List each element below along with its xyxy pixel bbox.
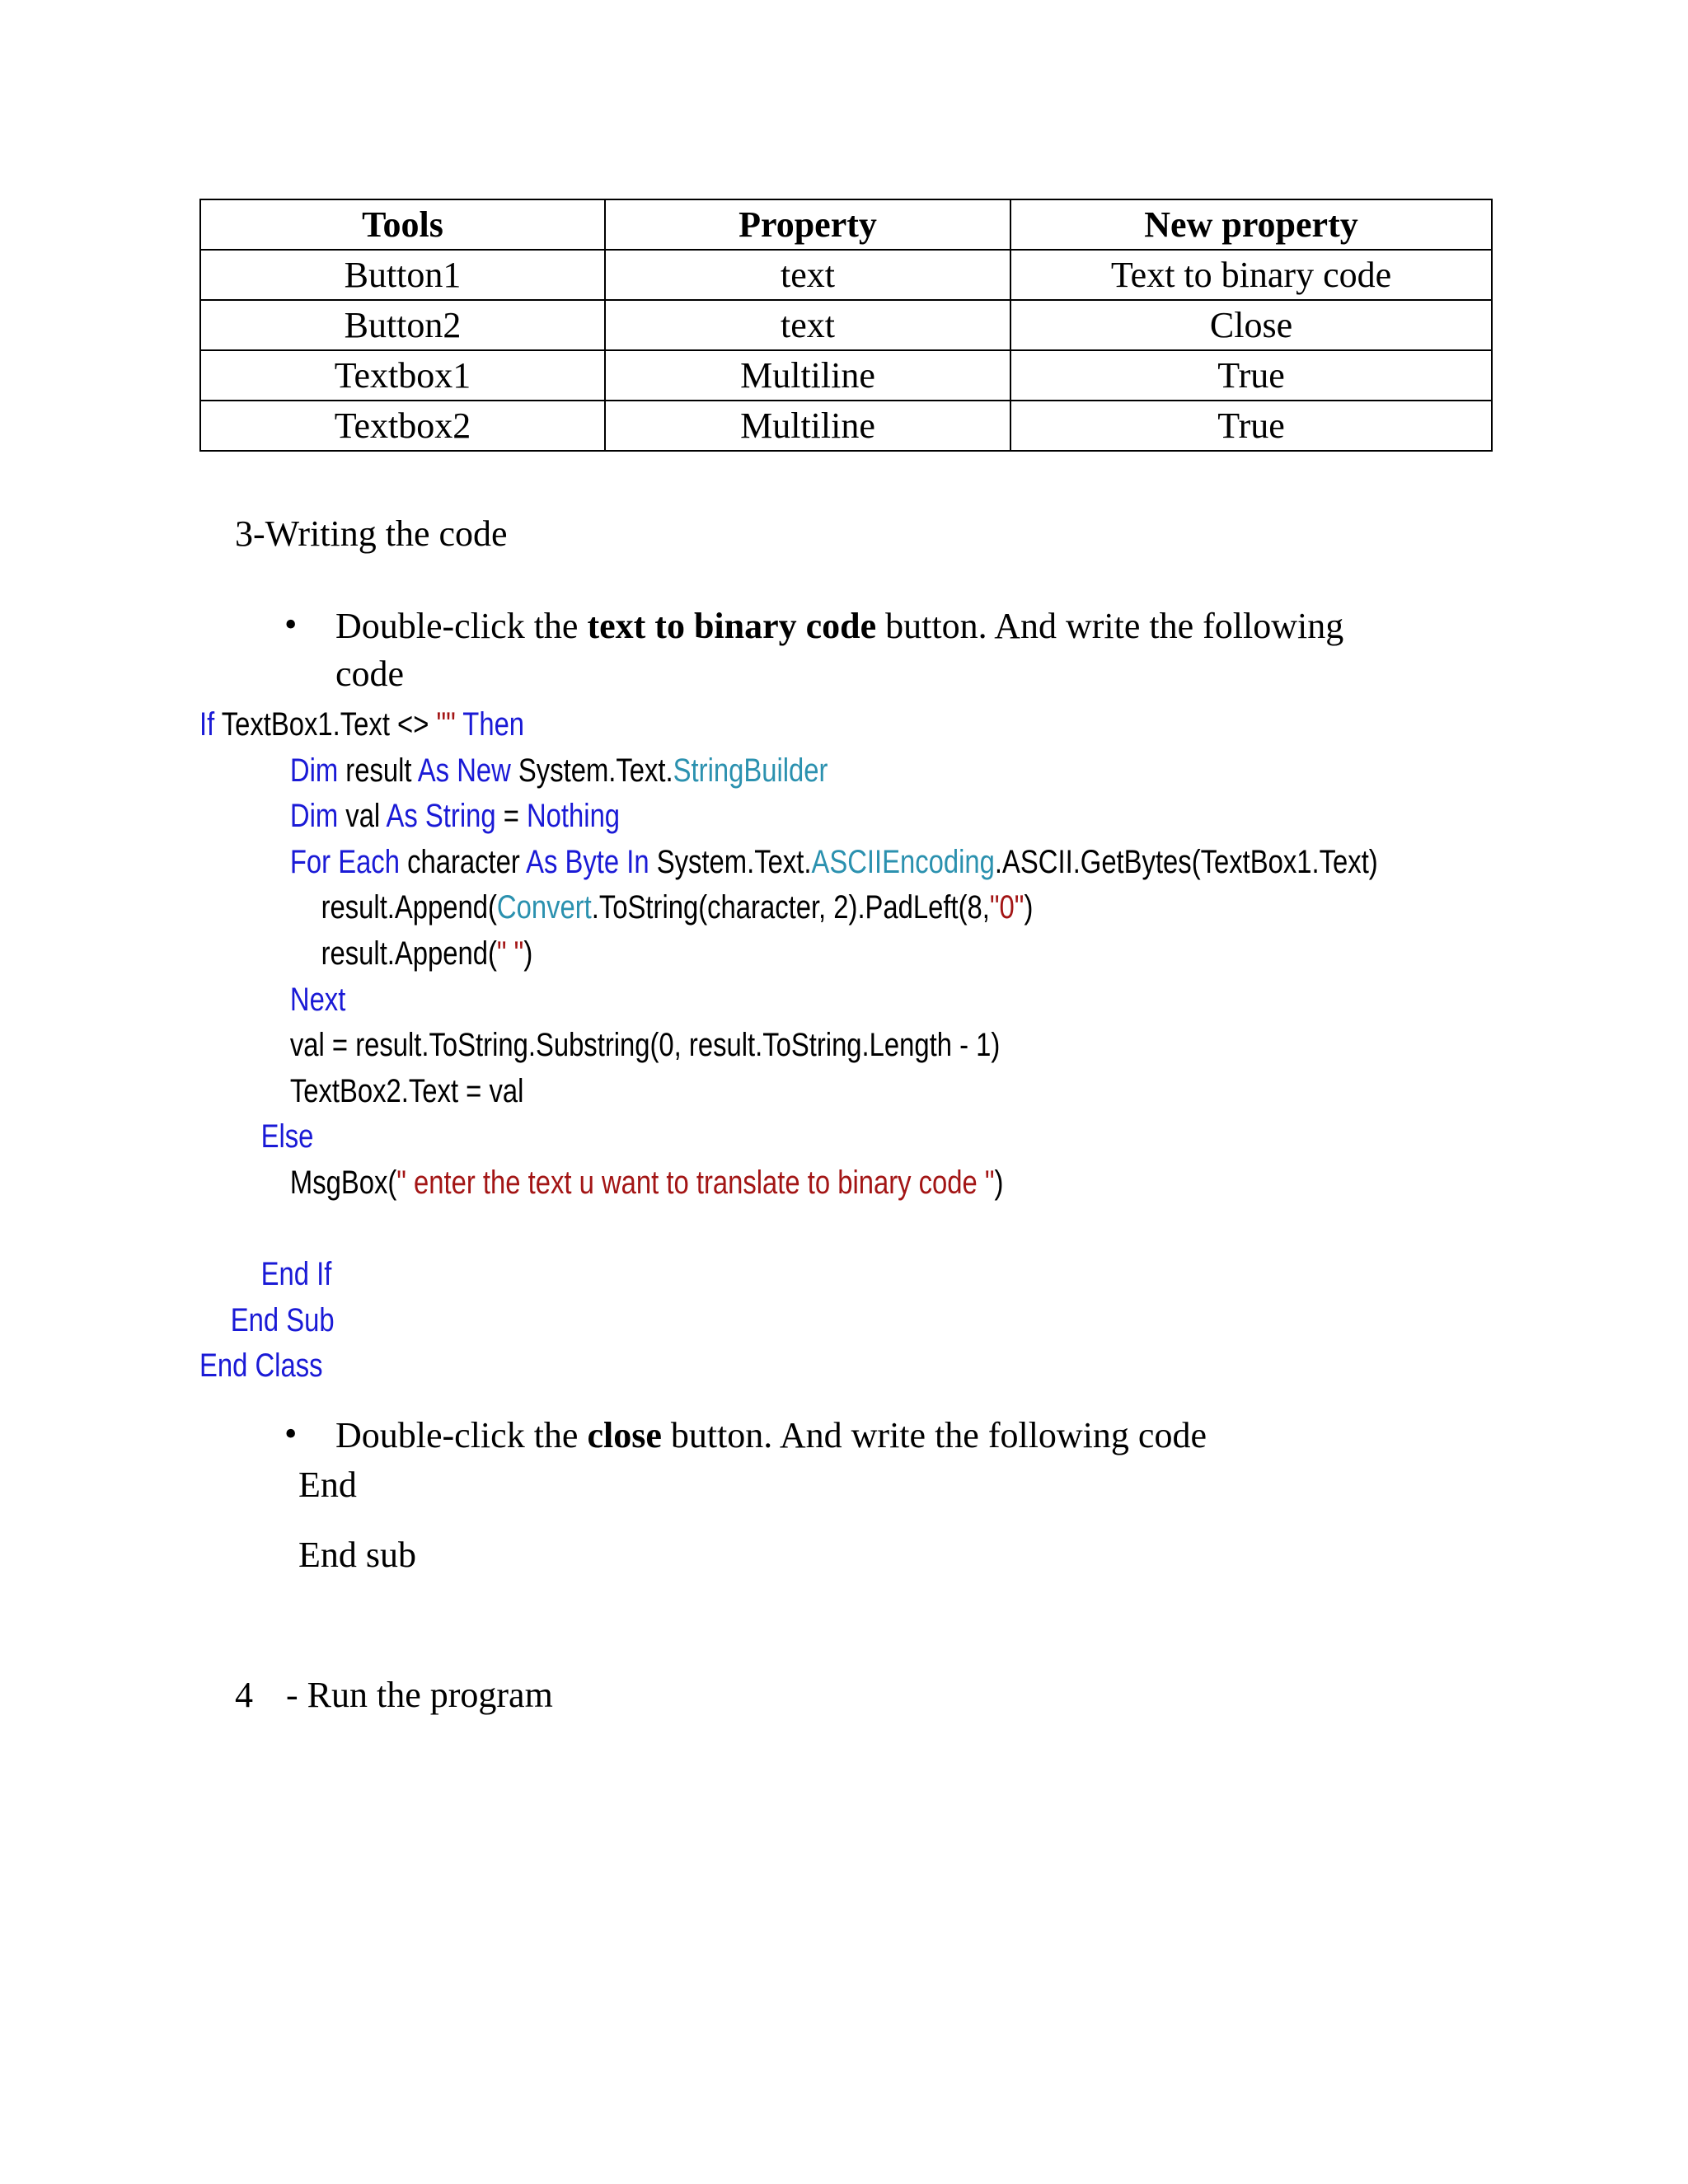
close-code-line-2: End sub: [298, 1535, 416, 1575]
code-text: result.Append(: [321, 935, 497, 972]
code-line: TextBox2.Text = val: [289, 1072, 524, 1109]
header-new-property: New property: [1010, 199, 1492, 250]
code-keyword: Then: [455, 706, 525, 743]
section-4-heading: - Run the program: [286, 1675, 553, 1715]
code-blank-line: [199, 1207, 1378, 1253]
bullet-1-pre: Double-click the: [335, 606, 588, 646]
code-type: Convert: [496, 889, 592, 926]
code-keyword: If: [199, 706, 215, 743]
code-text: .ASCII.GetBytes(TextBox1.Text): [994, 843, 1378, 880]
bullet-2-bold: close: [587, 1415, 662, 1455]
table-cell: True: [1010, 350, 1492, 401]
code-text: ): [1024, 889, 1034, 926]
table-row: [200, 401, 1492, 451]
code-text: result: [338, 752, 418, 789]
code-keyword: As New: [417, 752, 511, 789]
code-string: "0": [989, 889, 1025, 926]
code-text: ): [994, 1164, 1004, 1201]
code-line: End If: [260, 1256, 332, 1293]
properties-table: [199, 199, 1493, 452]
code-text: System.Text.: [649, 843, 812, 880]
code-keyword: Dim: [289, 752, 339, 789]
code-line: [199, 794, 1378, 840]
table-row: [200, 250, 1492, 300]
code-string: " ": [496, 935, 524, 972]
table-cell: Button1: [200, 250, 605, 300]
code-line: Else: [260, 1118, 314, 1155]
table-row: [200, 350, 1492, 401]
bullet-2-post: button. And write the following code: [661, 1415, 1207, 1455]
code-text: ): [523, 935, 533, 972]
code-line: [199, 885, 1378, 931]
bullet-1-bold: text to binary code: [587, 606, 877, 646]
header-tools: Tools: [200, 199, 605, 250]
code-line: [199, 748, 1378, 794]
close-code-line-1: End: [298, 1465, 357, 1505]
code-keyword: As Byte In: [526, 843, 649, 880]
section-3-heading: 3-Writing the code: [235, 513, 508, 554]
code-line: Next: [289, 981, 346, 1018]
bullet-2-pre: Double-click the: [335, 1415, 588, 1455]
table-cell: Multiline: [605, 350, 1010, 401]
code-text: result.Append(: [321, 889, 497, 926]
code-line: [199, 702, 1378, 748]
table-cell: True: [1010, 401, 1492, 451]
code-keyword: As String: [386, 798, 496, 835]
code-text: TextBox1.Text <>: [214, 706, 437, 743]
code-line: [199, 1160, 1378, 1207]
code-keyword: Dim: [289, 798, 339, 835]
section-4-number: 4: [235, 1675, 253, 1715]
code-keyword: Nothing: [526, 798, 621, 835]
table-cell: text: [605, 300, 1010, 350]
code-text: =: [495, 798, 527, 835]
code-type: ASCIIEncoding: [811, 843, 995, 880]
code-line: [199, 931, 1378, 977]
code-text: .ToString(character, 2).PadLeft(8,: [591, 889, 990, 926]
code-keyword: For Each: [289, 843, 400, 880]
table-cell: Text to binary code: [1010, 250, 1492, 300]
code-text: MsgBox(: [289, 1164, 397, 1201]
table-cell: Textbox2: [200, 401, 605, 451]
table-cell: Close: [1010, 300, 1492, 350]
code-text: character: [399, 843, 527, 880]
bullet-marker: •: [284, 604, 298, 644]
table-cell: Button2: [200, 300, 605, 350]
code-string: " enter the text u want to translate to binary code ": [396, 1164, 995, 1201]
table-header-row: [200, 199, 1492, 250]
bullet-1-line2: code: [335, 654, 405, 694]
table-row: [200, 300, 1492, 350]
table-cell: Textbox1: [200, 350, 605, 401]
code-block: [199, 702, 1378, 1390]
code-text: System.Text.: [510, 752, 673, 789]
table-cell: text: [605, 250, 1010, 300]
bullet-1-text: [335, 602, 1343, 698]
code-type: StringBuilder: [673, 752, 828, 789]
header-property: Property: [605, 199, 1010, 250]
code-line: End Class: [199, 1347, 323, 1385]
code-line: End Sub: [230, 1301, 335, 1338]
code-line: [199, 840, 1378, 886]
bullet-2-text: [335, 1412, 1207, 1460]
table-cell: Multiline: [605, 401, 1010, 451]
bullet-marker: •: [284, 1413, 298, 1454]
code-line: val = result.ToString.Substring(0, result.ToString.Length - 1): [289, 1027, 1001, 1064]
code-string: "": [436, 706, 456, 743]
code-text: val: [338, 798, 387, 835]
bullet-1-post: button. And write the following: [876, 606, 1344, 646]
